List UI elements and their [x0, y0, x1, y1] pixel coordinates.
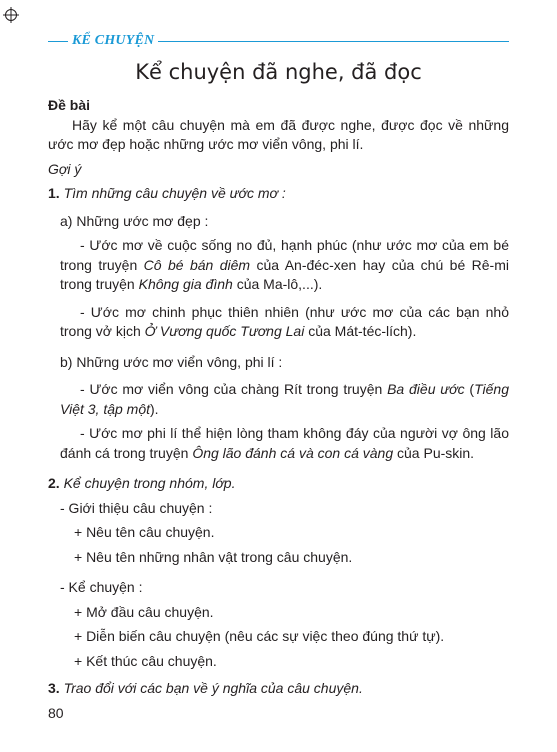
- storytelling-label: - Kể chuyện :: [60, 579, 143, 595]
- a2-story-title: Ở Vương quốc Tương Lai: [144, 323, 305, 339]
- storytelling-step-3: + Kết thúc câu chuyện.: [74, 652, 217, 669]
- a1-story-title-1: Cô bé bán diêm: [143, 256, 251, 273]
- story-intro-step-2: + Nêu tên những nhân vật trong câu chuyện.: [74, 548, 353, 565]
- page-number: 80: [48, 705, 64, 721]
- unrealistic-dreams-label: b) Những ước mơ viển vông, phi lí :: [60, 353, 283, 370]
- section-rule-left: [48, 41, 68, 42]
- b1-text-3: ).: [150, 400, 159, 417]
- a2-text-1: - Ước mơ chinh phục thiên nhiên (như ước mơ của các bạn nhỏ trong vở kịch: [60, 303, 509, 339]
- lesson-content: [48, 96, 509, 699]
- hint-3: [48, 679, 509, 699]
- section-rule-right: [158, 41, 509, 42]
- storytelling-step-1: + Mở đầu câu chuyện.: [74, 603, 214, 620]
- dream-example-b2: [48, 424, 509, 463]
- hint-1-text: Tìm những câu chuyện về ước mơ :: [63, 185, 286, 201]
- storytelling-step-2: + Diễn biến câu chuyện (nêu các sự việc theo đúng thứ tự).: [74, 628, 445, 644]
- b2-text-1: - Ước mơ phi lí thể hiện lòng tham không đáy của người vợ ông lão đánh cá trong truyện: [60, 425, 509, 461]
- b2-text-2: của Pu-skin.: [393, 444, 475, 461]
- assignment-heading: Đề bài: [48, 97, 91, 113]
- a1-story-title-2: Không gia đình: [138, 276, 233, 292]
- b2-story-title: Ông lão đánh cá và con cá vàng: [192, 444, 394, 461]
- hints-heading: Gợi ý: [48, 160, 82, 177]
- hint-1: [48, 184, 509, 204]
- dream-example-a2: [48, 303, 509, 342]
- hint-3-number: 3.: [48, 680, 60, 696]
- b1-story-title: Ba điều ước: [387, 381, 465, 397]
- b1-text-1: - Ước mơ viển vông của chàng Rít trong truyện: [80, 381, 388, 397]
- beautiful-dreams-label: a) Những ước mơ đẹp :: [60, 212, 209, 229]
- a2-text-2: của Mát-téc-lích).: [304, 323, 417, 339]
- hint-3-text: Trao đổi với các bạn về ý nghĩa của câu chuyện.: [63, 680, 363, 696]
- story-intro-label: - Giới thiệu câu chuyện :: [60, 499, 213, 516]
- hint-2-text: Kể chuyện trong nhóm, lớp.: [63, 475, 236, 491]
- a1-text-1: - Ước mơ về cuộc sống no đủ, hạnh phúc (như ước mơ của em bé trong truyện: [60, 237, 509, 273]
- a1-text-2: của An-đéc-xen hay của chú bé Rê-mi trong truyện: [60, 256, 509, 292]
- page-title: Kể chuyện đã nghe, đã đọc: [135, 60, 422, 84]
- story-intro-step-1: + Nêu tên câu chuyện.: [74, 524, 215, 540]
- section-header: [48, 30, 509, 52]
- dream-example-a1: [48, 236, 509, 295]
- registration-mark-icon: [2, 6, 20, 24]
- assignment-text: Hãy kể một câu chuyện mà em đã được nghe, được đọc về những ước mơ đẹp hoặc những ước mơ viển vông, phi lí.: [48, 116, 509, 152]
- hint-2: [48, 474, 509, 494]
- hint-1-number: 1.: [48, 185, 60, 201]
- b1-text-2: (: [464, 381, 475, 397]
- a1-text-3: của Ma-lô,...).: [232, 276, 323, 292]
- section-label: KỂ CHUYỆN: [72, 33, 155, 48]
- hint-2-number: 2.: [48, 475, 60, 491]
- dream-example-b1: [48, 380, 509, 419]
- b1-book-title: Tiếng Việt 3, tập một: [60, 381, 509, 417]
